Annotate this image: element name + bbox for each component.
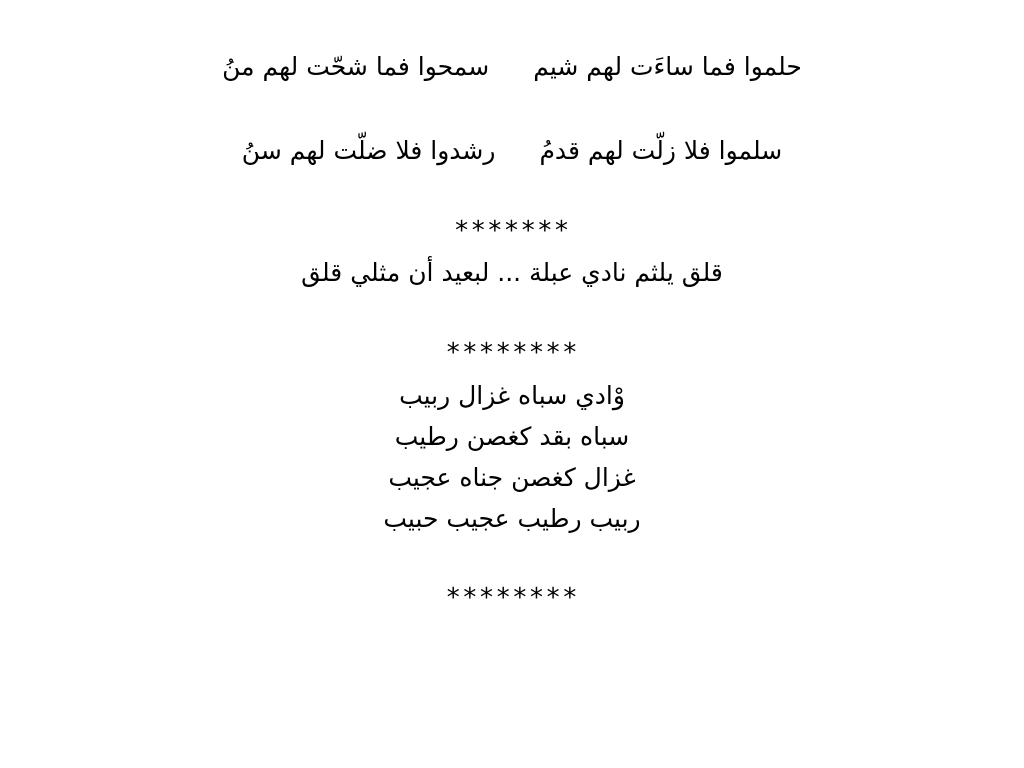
verse-1 (0, 52, 1024, 82)
verse-2-second-hemistich: رشدوا فلا ضلّت لهم سنُ (241, 136, 496, 165)
verse-2 (0, 136, 1024, 166)
poem-line-1: وْادي سباه غزال ربيب (399, 381, 625, 410)
verse-1-first-hemistich: حلموا فما ساءَت لهم شيم (533, 52, 802, 81)
poem-line-4: ربيب رطيب عجيب حبيب (383, 504, 641, 533)
verse-1-second-hemistich: سمحوا فما شحّت لهم منُ (222, 52, 490, 81)
poem-line-2: سباه بقد كغصن رطيب (394, 422, 630, 451)
separator-1: ******* (453, 216, 571, 246)
separator-2: ******** (445, 338, 579, 368)
quote-line: قلق يلثم نادي عبلة ... لبعيد أن مثلي قلق (301, 258, 723, 287)
verse-2-first-hemistich: سلموا فلا زلّت لهم قدمُ (539, 136, 783, 165)
poem-line-3: غزال كغصن جناه عجيب (388, 463, 636, 492)
separator-3: ******** (445, 583, 579, 613)
